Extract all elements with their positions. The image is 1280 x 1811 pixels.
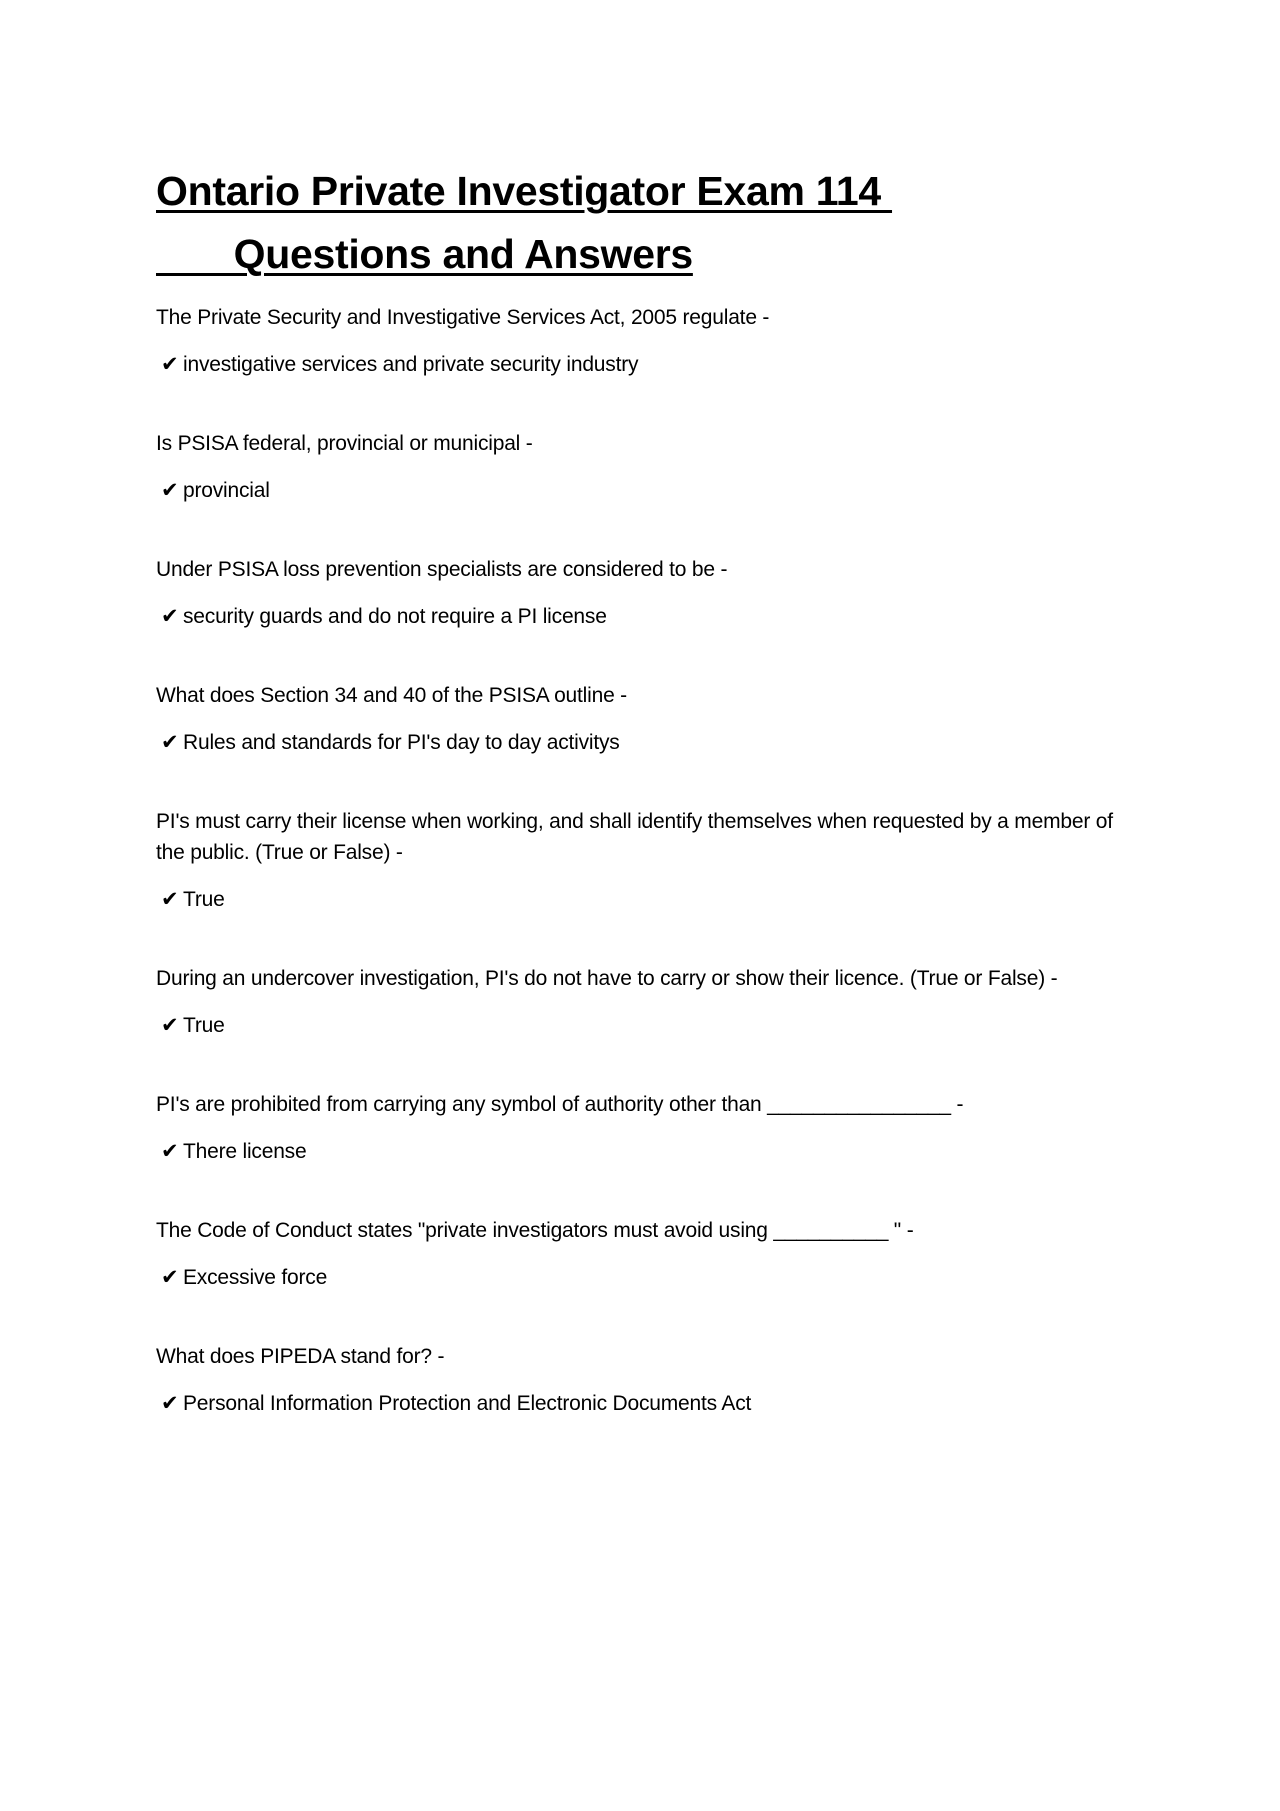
document-content — [156, 160, 1116, 1467]
answer-row — [156, 475, 1116, 506]
answer-row — [156, 1136, 1116, 1167]
answer-text: Rules and standards for PI's day to day activitys — [183, 731, 620, 754]
answer-text: There license — [183, 1140, 307, 1163]
question-text: The Code of Conduct states "private investigators must avoid using __________ " - — [156, 1219, 914, 1242]
qa-item — [156, 1215, 1116, 1293]
qa-item — [156, 963, 1116, 1041]
question-text: What does Section 34 and 40 of the PSISA outline - — [156, 684, 627, 707]
question-text: The Private Security and Investigative Services Act, 2005 regulate - — [156, 306, 770, 329]
answer-text: True — [183, 888, 225, 911]
question-text: PI's must carry their license when working, and shall identify themselves when requested by a member of the public. (True or False) - — [156, 810, 1113, 864]
answer-row — [156, 601, 1116, 632]
answer-text: investigative services and private security industry — [183, 353, 639, 376]
qa-item — [156, 806, 1116, 915]
question-text: During an undercover investigation, PI's do not have to carry or show their licence. (True or False) - — [156, 967, 1058, 990]
checkmark-icon: ✔ — [161, 479, 179, 502]
question-text: PI's are prohibited from carrying any symbol of authority other than ________________ - — [156, 1093, 964, 1116]
qa-list — [156, 302, 1116, 1419]
page-title — [156, 160, 1116, 286]
qa-item — [156, 428, 1116, 506]
checkmark-icon: ✔ — [161, 353, 179, 376]
answer-row — [156, 1388, 1116, 1419]
checkmark-icon: ✔ — [161, 731, 179, 754]
question-text: Under PSISA loss prevention specialists are considered to be - — [156, 558, 728, 581]
answer-row — [156, 1010, 1116, 1041]
title-line-2: Questions and Answers — [156, 231, 693, 277]
checkmark-icon: ✔ — [161, 1392, 179, 1415]
checkmark-icon: ✔ — [161, 605, 179, 628]
qa-item — [156, 554, 1116, 632]
qa-item — [156, 302, 1116, 380]
answer-text: True — [183, 1014, 225, 1037]
qa-item — [156, 1089, 1116, 1167]
checkmark-icon: ✔ — [161, 1140, 179, 1163]
question-text: What does PIPEDA stand for? - — [156, 1345, 445, 1368]
title-line-1: Ontario Private Investigator Exam 114 — [156, 168, 893, 214]
question-text: Is PSISA federal, provincial or municipal - — [156, 432, 533, 455]
answer-row — [156, 727, 1116, 758]
answer-row — [156, 349, 1116, 380]
answer-text: security guards and do not require a PI license — [183, 605, 607, 628]
answer-row — [156, 884, 1116, 915]
checkmark-icon: ✔ — [161, 888, 179, 911]
qa-item — [156, 680, 1116, 758]
qa-item — [156, 1341, 1116, 1419]
answer-text: Excessive force — [183, 1266, 328, 1289]
checkmark-icon: ✔ — [161, 1014, 179, 1037]
answer-text: provincial — [183, 479, 270, 502]
answer-row — [156, 1262, 1116, 1293]
answer-text: Personal Information Protection and Electronic Documents Act — [183, 1392, 752, 1415]
checkmark-icon: ✔ — [161, 1266, 179, 1289]
